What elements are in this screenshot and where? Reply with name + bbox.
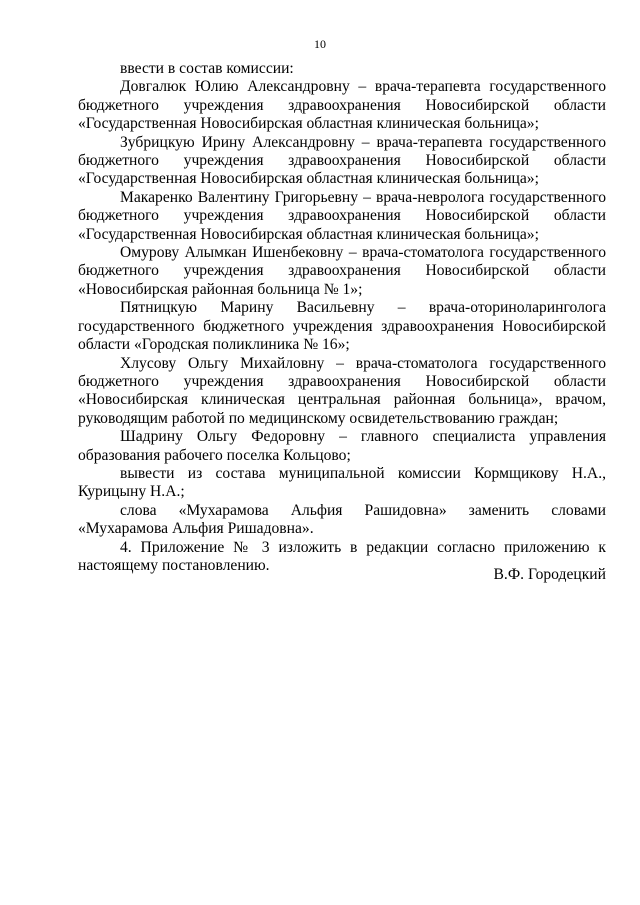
document-body: [78, 60, 606, 575]
paragraph-dovgalyuk: Довгалюк Юлию Александровну – врача-терапевта государственного бюджетного учреждения здравоохранения Новосибирской области «Государственная Новосибирская областная клиническая больница»;: [78, 78, 606, 133]
paragraph-omurova: Омурову Алымкан Ишенбековну – врача-стоматолога государственного бюджетного учреждения здравоохранения Новосибирской области «Новосибирская районная больница № 1»;: [78, 244, 606, 298]
paragraph-makarenko: Макаренко Валентину Григорьевну – врача-невролога государственного бюджетного учреждения здравоохранения Новосибирской области «Государственная Новосибирская областная клиническая больница»;: [78, 188, 606, 243]
paragraph-pyatnitskaya: Пятницкую Марину Васильевну – врача-оториноларинголога государственного бюджетного учреждения здравоохранения Новосибирской области «Городская поликлиника № 16»;: [78, 299, 606, 354]
paragraph-intro: ввести в состав комиссии:: [120, 60, 294, 77]
paragraph-khlusova: Хлусову Ольгу Михайловну – врача-стоматолога государственного бюджетного учреждения здравоохранения Новосибирской области «Новосибирская клиническая центральная районная больница», врачом, руководящим работой по медицинскому освидетельствованию граждан;: [78, 354, 606, 427]
signature-name: В.Ф. Городецкий: [493, 566, 606, 583]
page-number: 10: [314, 37, 326, 51]
paragraph-zubritskaya: Зубрицкую Ирину Александровну – врача-терапевта государственного бюджетного учреждения здравоохранения Новосибирской области «Государственная Новосибирская областная клиническая больница»;: [78, 133, 606, 188]
paragraph-appendix: 4. Приложение № 3 изложить в редакции согласно приложению к настоящему постановлению.: [78, 538, 606, 574]
paragraph-shadrina: Шадрину Ольгу Федоровну – главного специалиста управления образования рабочего поселка Кольцово;: [78, 428, 606, 464]
paragraph-remove-members: вывести из состава муниципальной комиссии Кормщикову Н.А., Курицыну Н.А.;: [78, 464, 606, 501]
paragraph-replace-name: слова «Мухарамова Альфия Рашидовна» заменить словами «Мухарамова Альфия Ришадовна».: [78, 501, 606, 538]
